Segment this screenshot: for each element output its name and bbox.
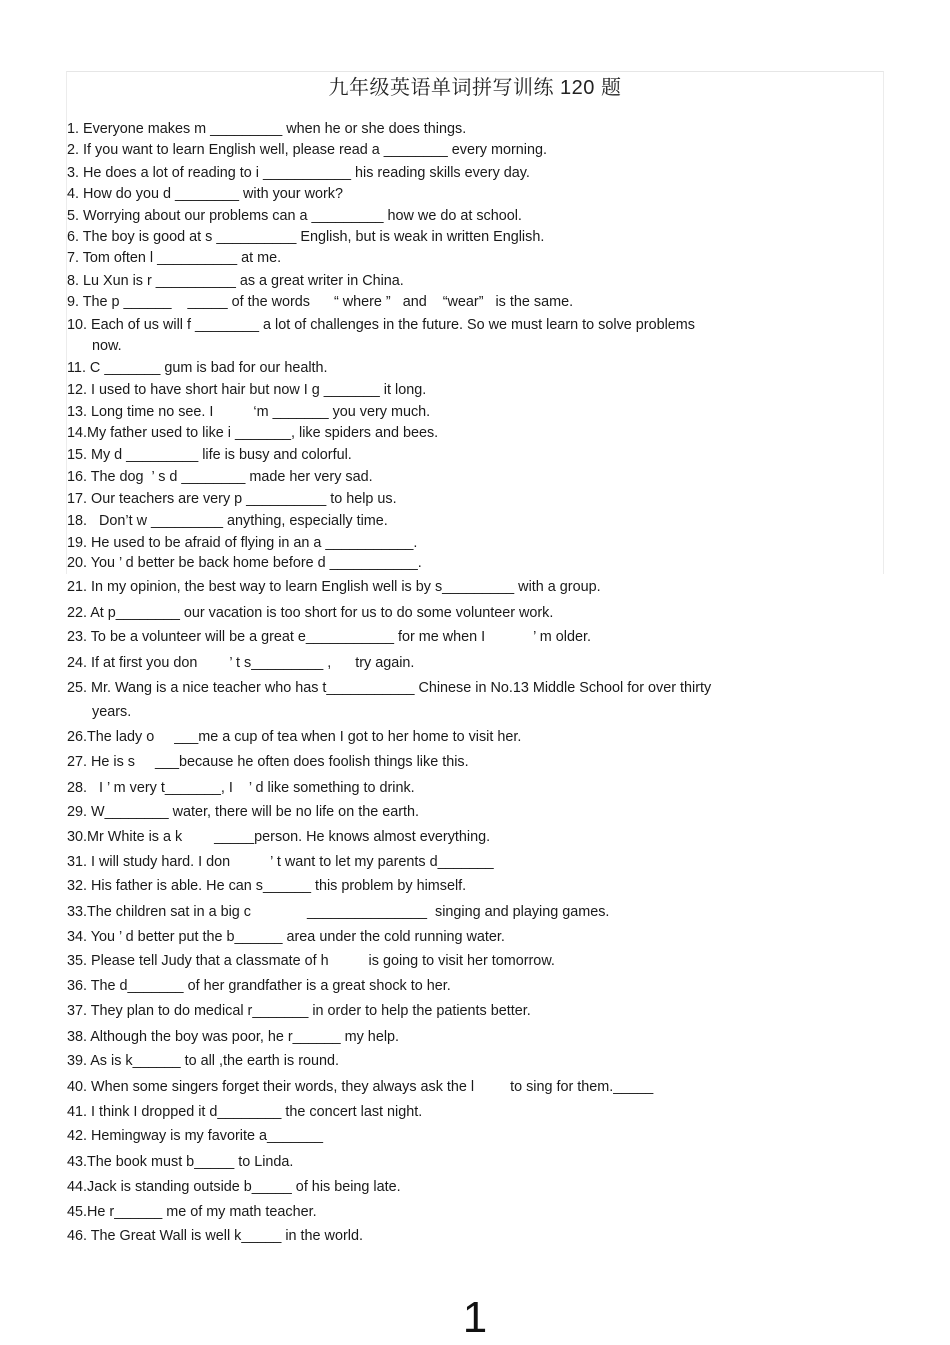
- document-title: 九年级英语单词拼写训练 120 题: [328, 77, 622, 99]
- question-line: 2. If you want to learn English well, please read a ________ every morning.: [67, 142, 547, 158]
- question-line: 27. He is s ___because he often does foolish things like this.: [67, 754, 469, 770]
- question-line: 10. Each of us will f ________ a lot of challenges in the future. So we must learn to solve problems: [67, 317, 695, 333]
- question-line: 37. They plan to do medical r_______ in order to help the patients better.: [67, 1003, 531, 1019]
- question-line: 42. Hemingway is my favorite a_______: [67, 1128, 323, 1144]
- question-continuation: years.: [92, 704, 132, 720]
- question-line: 45.He r______ me of my math teacher.: [67, 1204, 317, 1220]
- question-line: 40. When some singers forget their words, they always ask the l to sing for them._____: [67, 1079, 654, 1095]
- question-line: 39. As is k______ to all ,the earth is round.: [67, 1053, 339, 1069]
- question-line: 32. His father is able. He can s______ this problem by himself.: [67, 878, 467, 894]
- question-line: 3. He does a lot of reading to i ___________ his reading skills every day.: [67, 165, 530, 181]
- question-line: 28. I ’ m very t_______, I ’ d like something to drink.: [67, 780, 415, 796]
- question-line: 34. You ’ d better put the b______ area under the cold running water.: [67, 929, 505, 945]
- question-line: 14.My father used to like i _______, like spiders and bees.: [67, 425, 439, 441]
- question-line: 1. Everyone makes m _________ when he or she does things.: [67, 121, 467, 137]
- question-line: 43.The book must b_____ to Linda.: [67, 1154, 294, 1170]
- question-line: 29. W________ water, there will be no life on the earth.: [67, 804, 419, 820]
- question-line: 19. He used to be afraid of flying in an a ___________.: [67, 535, 418, 551]
- question-line: 22. At p________ our vacation is too short for us to do some volunteer work.: [67, 605, 554, 621]
- question-line: 41. I think I dropped it d________ the concert last night.: [67, 1104, 423, 1120]
- question-continuation: now.: [92, 338, 122, 354]
- question-line: 46. The Great Wall is well k_____ in the world.: [67, 1228, 363, 1244]
- question-line: 36. The d_______ of her grandfather is a great shock to her.: [67, 978, 451, 994]
- question-line: 18. Don’t w _________ anything, especially time.: [67, 513, 388, 529]
- question-line: 7. Tom often l __________ at me.: [67, 250, 282, 266]
- question-line: 30.Mr White is a k _____person. He knows almost everything.: [67, 829, 491, 845]
- question-line: 5. Worrying about our problems can a _________ how we do at school.: [67, 208, 522, 224]
- question-line: 44.Jack is standing outside b_____ of his being late.: [67, 1179, 401, 1195]
- question-line: 25. Mr. Wang is a nice teacher who has t___________ Chinese in No.13 Middle School for over thirty: [67, 680, 712, 696]
- question-line: 31. I will study hard. I don ’ t want to let my parents d_______: [67, 854, 494, 870]
- page-number: 1: [462, 1293, 488, 1342]
- question-line: 8. Lu Xun is r __________ as a great writer in China.: [67, 273, 404, 289]
- question-line: 9. The p ______ _____ of the words “ where ” and “wear” is the same.: [67, 294, 574, 310]
- question-line: 24. If at first you don ’ t s_________ , try again.: [67, 655, 415, 671]
- question-line: 23. To be a volunteer will be a great e___________ for me when I ’ m older.: [67, 629, 591, 645]
- question-line: 35. Please tell Judy that a classmate of h is going to visit her tomorrow.: [67, 953, 555, 969]
- question-line: 12. I used to have short hair but now I g _______ it long.: [67, 382, 427, 398]
- question-line: 6. The boy is good at s __________ English, but is weak in written English.: [67, 229, 545, 245]
- question-line: 33.The children sat in a big c _______________ singing and playing games.: [67, 904, 610, 920]
- question-line: 20. You ’ d better be back home before d ___________.: [67, 555, 422, 571]
- question-line: 15. My d _________ life is busy and colorful.: [67, 447, 352, 463]
- question-line: 13. Long time no see. I ‘m _______ you very much.: [67, 404, 431, 420]
- question-line: 4. How do you d ________ with your work?: [67, 186, 343, 202]
- question-line: 21. In my opinion, the best way to learn English well is by s_________ with a group.: [67, 579, 601, 595]
- question-line: 17. Our teachers are very p __________ to help us.: [67, 491, 397, 507]
- question-line: 11. C _______ gum is bad for our health.: [67, 360, 328, 376]
- question-line: 26.The lady o ___me a cup of tea when I got to her home to visit her.: [67, 729, 522, 745]
- question-line: 16. The dog ’ s d ________ made her very sad.: [67, 469, 373, 485]
- question-line: 38. Although the boy was poor, he r______ my help.: [67, 1029, 400, 1045]
